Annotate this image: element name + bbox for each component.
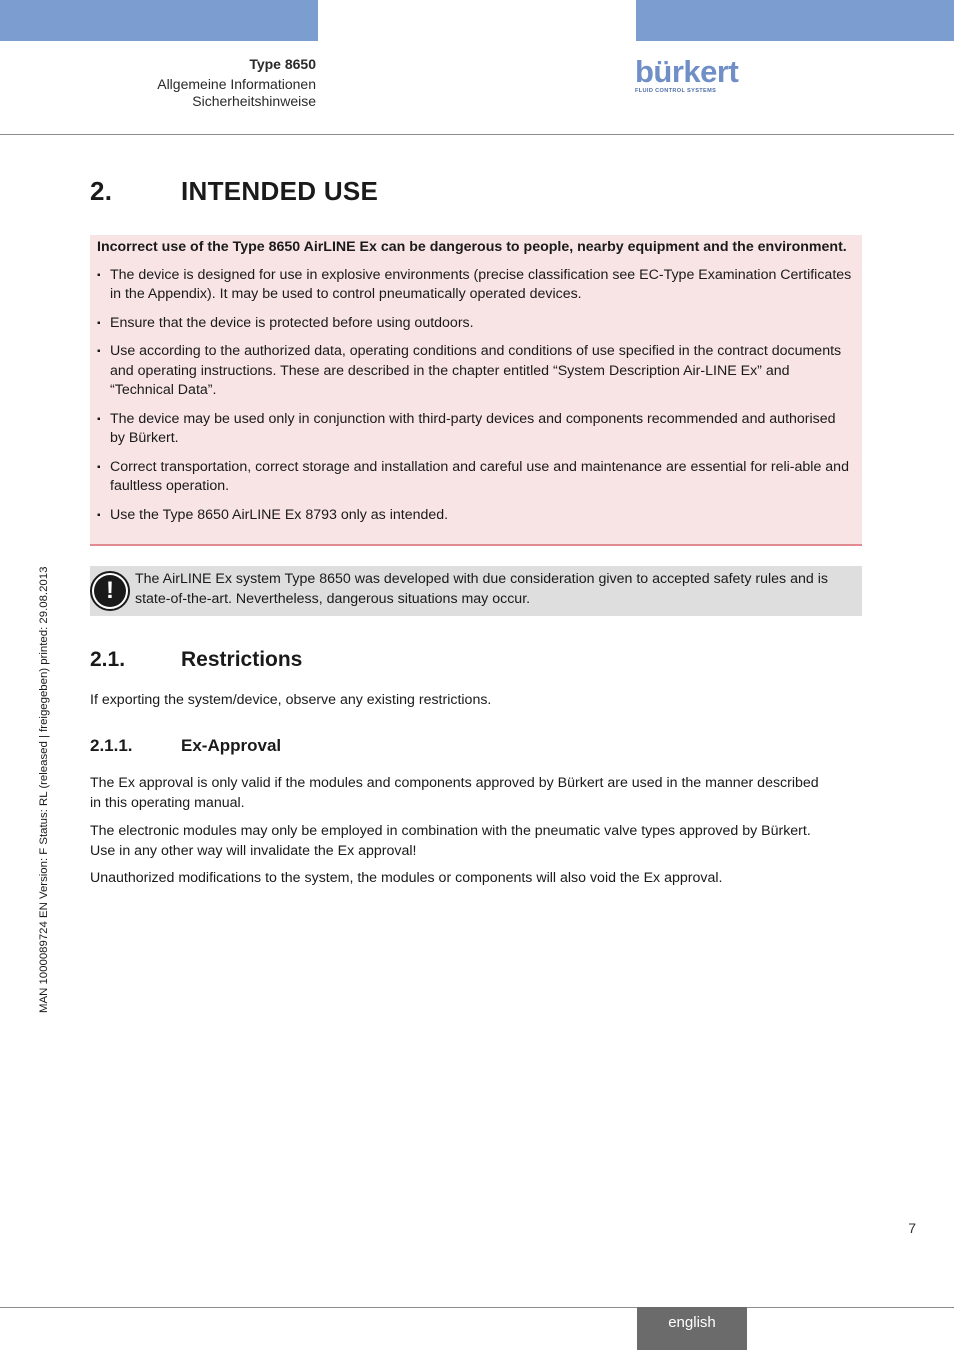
- header-bar-right: [636, 0, 954, 41]
- restrictions-paragraph: If exporting the system/device, observe any existing restrictions.: [90, 692, 492, 708]
- subsection-title: Ex-Approval: [181, 736, 282, 755]
- section-title: Restrictions: [181, 648, 303, 671]
- exclamation-glyph: !: [94, 575, 126, 607]
- warning-item: ▪ Use according to the authorized data, operating conditions and conditions of use specified in the contract documents and operating instructions. These are described in the chapter entitled “System Description Air-LINE Ex” and “Technical Data”.: [97, 342, 854, 401]
- warning-item: ▪ Use the Type 8650 AirLINE Ex 8793 only as intended.: [97, 506, 854, 526]
- warning-item: ▪ Correct transportation, correct storage and installation and careful use and maintenance are essential for reli-able and faultless operation.: [97, 458, 854, 497]
- section-heading-restrictions: [90, 648, 302, 672]
- page-number: 7: [908, 1220, 916, 1236]
- warning-title: Incorrect use of the Type 8650 AirLINE Ex can be dangerous to people, nearby equipment and the environment.: [97, 239, 847, 255]
- warning-list: [97, 266, 854, 526]
- footer-divider: [0, 1307, 954, 1308]
- ex-approval-paragraph-3: Unauthorized modifications to the system, the modules or components will also void the Ex approval.: [90, 870, 723, 886]
- burkert-logo: [635, 54, 739, 94]
- chapter-title: INTENDED USE: [181, 176, 379, 206]
- language-tab: english: [637, 1307, 747, 1350]
- header-bar-left: [0, 0, 318, 41]
- warning-item: ▪ The device may be used only in conjunction with third-party devices and components recommended and authorised by Bürkert.: [97, 410, 854, 449]
- subsection-number: 2.1.1.: [90, 736, 133, 755]
- document-id-sidebar: MAN 1000089724 EN Version: F Status: RL (released | freigegeben) printed: 29.08.2013: [38, 566, 50, 1013]
- header-line-2: Sicherheitshinweise: [192, 93, 316, 109]
- logo-word: bürkert: [635, 54, 739, 89]
- running-header: [157, 56, 316, 110]
- chapter-heading: [90, 176, 378, 207]
- warning-box: [90, 235, 862, 546]
- header-type: Type 8650: [249, 56, 316, 72]
- subsection-heading-ex-approval: [90, 736, 281, 756]
- chapter-number: 2.: [90, 176, 113, 206]
- section-number: 2.1.: [90, 648, 126, 671]
- header-divider: [0, 134, 954, 135]
- note-box: [90, 566, 862, 616]
- header-line-1: Allgemeine Informationen: [157, 76, 316, 92]
- warning-item: ▪ Ensure that the device is protected before using outdoors.: [97, 314, 854, 334]
- logo-tagline: FLUID CONTROL SYSTEMS: [635, 88, 717, 94]
- note-text: The AirLINE Ex system Type 8650 was developed with due consideration given to accepted safety rules and is state-of-the-art. Nevertheless, dangerous situations may occur.: [135, 571, 828, 607]
- warning-item: ▪ The device is designed for use in explosive environments (precise classification see EC-Type Examination Certificates in the Appendix). It may be used to control pneumatically operated devices.: [97, 266, 854, 305]
- exclamation-icon: [90, 571, 130, 611]
- ex-approval-paragraph-2: The electronic modules may only be employed in combination with the pneumatic valve types approved by Bürkert. Use in any other way will invalidate the Ex approval!: [90, 823, 811, 859]
- ex-approval-paragraph-1: The Ex approval is only valid if the modules and components approved by Bürkert are used in the manner described in this operating manual.: [90, 775, 819, 811]
